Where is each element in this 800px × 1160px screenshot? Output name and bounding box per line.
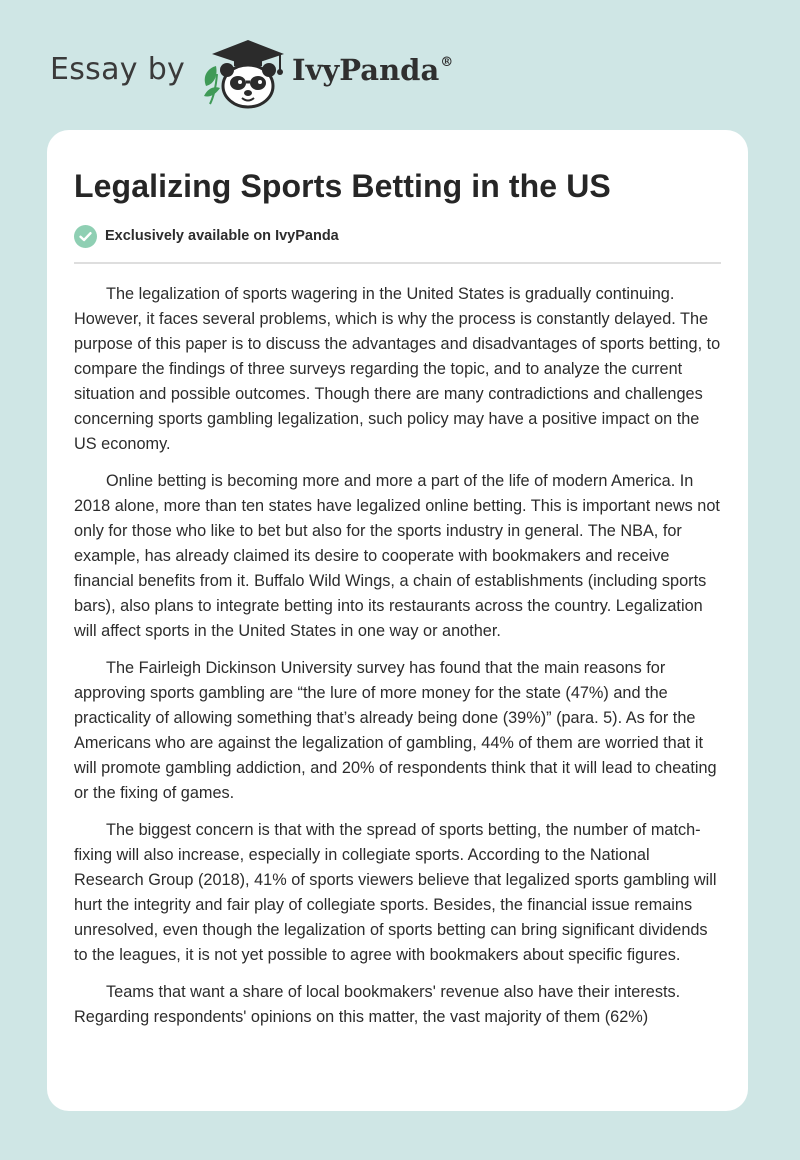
essay-body (74, 282, 721, 1030)
paragraph: The legalization of sports wagering in the United States is gradually continuing. However, it faces several problems, which is why the process is constantly delayed. The purpose of this paper is to discuss the advantages and disadvantages of sports betting, to compare the findings of three surveys regarding the topic, and to analyze the current situation and possible outcomes. Though there are many contradictions and challenges concerning sports gambling legalization, such policy may have a positive impact on the US economy. (74, 285, 721, 453)
paragraph: Online betting is becoming more and more a part of the life of modern America. In 2018 alone, more than ten states have legalized online betting. This is important news not only for those who like to bet but also for the sports industry in general. The NBA, for example, has already claimed its desire to cooperate with bookmakers and receive financial benefits from it. Buffalo Wild Wings, a chain of establishments (including sports bars), also plans to integrate betting into its restaurants across the country. Legalization will affect sports in the United States in one way or another. (74, 472, 720, 640)
check-circle-icon (74, 225, 97, 248)
exclusive-badge-label: Exclusively available on IvyPanda (105, 228, 339, 244)
site-header (50, 34, 750, 114)
page-title: Legalizing Sports Betting in the US (74, 168, 611, 204)
paragraph: The Fairleigh Dickinson University survey has found that the main reasons for approving sports gambling are “the lure of more money for the state (47%) and the practicality of allowing something that’s already being done (39%)” (para. 5). As for the Americans who are against the legalization of gambling, 44% of them are worried that it will promote gambling addiction, and 20% of respondents think that it will lead to cheating or the fixing of games. (74, 659, 717, 802)
registered-mark: ® (440, 55, 454, 70)
essay-by-label: Essay by (50, 52, 186, 87)
panda-graduate-icon[interactable] (200, 34, 284, 110)
paragraph: The biggest concern is that with the spread of sports betting, the number of match-fixing will also increase, especially in collegiate sports. According to the National Research Group (2018), 41% of sports viewers believe that legalized sports gambling will hurt the integrity and fair play of collegiate sports. Besides, the financial issue remains unresolved, even though the legalization of sports betting can bring significant dividends to the leagues, it is not yet possible to agree with bookmakers about specific figures. (74, 821, 717, 964)
exclusive-badge (74, 224, 721, 248)
title-divider (74, 262, 721, 264)
brand-logo-text[interactable]: IvyPanda® (292, 53, 454, 87)
paragraph: Teams that want a share of local bookmakers' revenue also have their interests. Regarding respondents' opinions on this matter, the vast majority of them (62%) (74, 983, 681, 1026)
essay-card (47, 130, 748, 1111)
